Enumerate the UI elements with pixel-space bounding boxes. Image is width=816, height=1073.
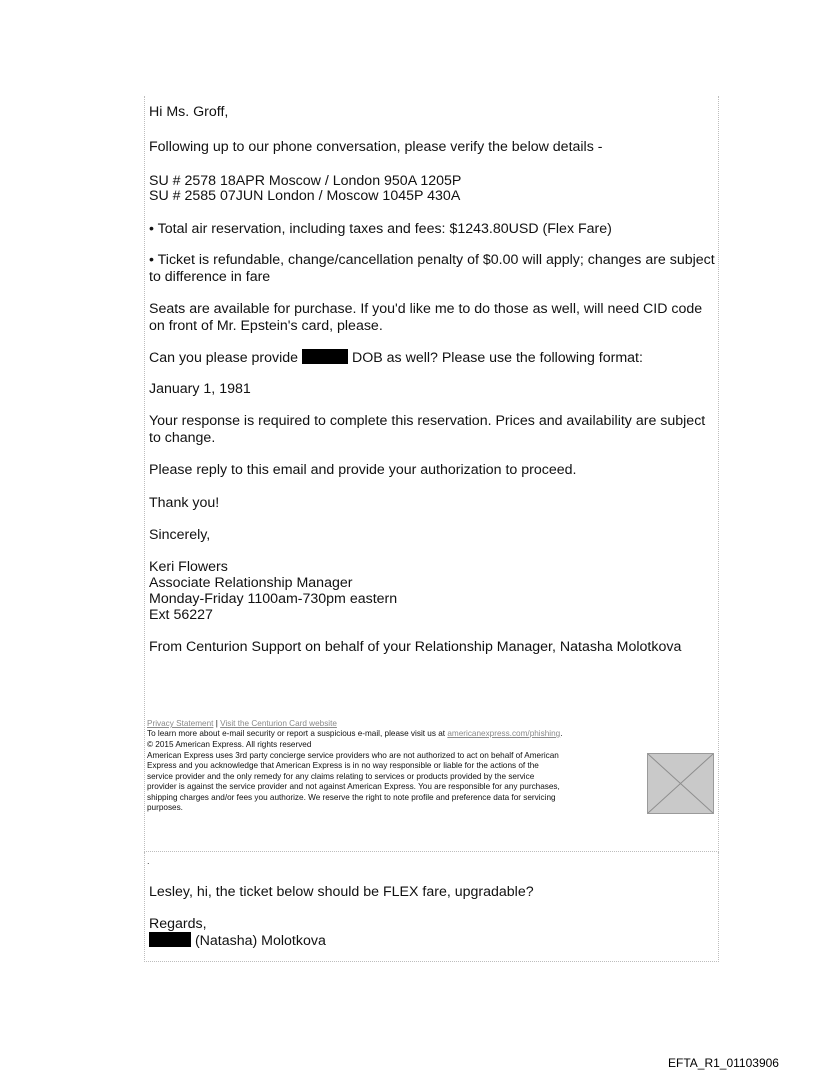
seats-paragraph: Seats are available for purchase. If you'd like me to do those as well, will need CID code on front of Mr. Epstein's card, please. [149,301,703,334]
signature-hours: Monday-Friday 1100am-730pm eastern [149,591,398,607]
thanks-line: Thank you! [149,495,220,511]
disclaimer-line-4: provider is against the service provider and not against American Express. You are responsible for any purchases, [147,782,560,791]
dob-request [149,349,643,367]
sender-name [149,932,326,950]
sender-name-suffix: (Natasha) Molotkova [191,933,326,949]
broken-image-icon [648,754,713,813]
privacy-statement-link[interactable]: Privacy Statement [147,719,214,728]
intro-line: Following up to our phone conversation, please verify the below details - [149,139,603,155]
separator-dot: . [147,856,150,866]
signature-ext: Ext 56227 [149,607,213,623]
dob-after: DOB as well? Please use the following format: [348,350,643,366]
response-paragraph: Your response is required to complete this reservation. Prices and availability are subject to change. [149,413,706,446]
security-period: . [560,729,563,738]
reply-line: Please reply to this email and provide your authorization to proceed. [149,462,577,478]
image-placeholder-icon [647,753,714,814]
copyright-line: © 2015 American Express. All rights reserved [147,740,312,749]
signature-title: Associate Relationship Manager [149,575,353,591]
security-text: To learn more about e-mail security or report a suspicious e-mail, please visit us at [147,729,448,738]
redaction-block [302,349,348,364]
refund-bullet: • Ticket is refundable, change/cancellation penalty of $0.00 will apply; changes are subject to difference in fare [149,252,715,285]
link-separator: | [213,719,221,728]
regards-line: Regards, [149,916,207,932]
legal-links [147,719,337,729]
phishing-link[interactable]: americanexpress.com/phishing [447,729,561,738]
flight-line-2: SU # 2585 07JUN London / Moscow 1045P 430A [149,188,461,204]
from-line: From Centurion Support on behalf of your Relationship Manager, Natasha Molotkova [149,639,682,655]
date-format: January 1, 1981 [149,381,251,397]
document-id: EFTA_R1_01103906 [668,1056,779,1070]
fare-bullet: • Total air reservation, including taxes and fees: $1243.80USD (Flex Fare) [149,221,612,237]
disclaimer-line-5: shipping charges and/or fees you authorize. We reserve the right to note profile and preference data for servicing [147,793,556,802]
disclaimer-line-2: Express and you acknowledge that American Express is in no way responsible or liable for the actions of the [147,761,539,770]
reply-message: Lesley, hi, the ticket below should be FLEX fare, upgradable? [149,884,534,900]
disclaimer-line-6: purposes. [147,803,183,812]
disclaimer-line-3: service provider and the only remedy for any claims relating to services or products provided by the service [147,772,535,781]
centurion-website-link[interactable]: Visit the Centurion Card website [220,719,337,728]
dob-before: Can you please provide [149,350,303,366]
greeting: Hi Ms. Groff, [149,104,229,120]
disclaimer-line-1: American Express uses 3rd party concierge service providers who are not authorized to act on behalf of American [147,751,559,760]
redaction-block [149,932,191,947]
sincerely-line: Sincerely, [149,527,211,543]
security-line [147,729,562,739]
flight-line-1: SU # 2578 18APR Moscow / London 950A 1205P [149,173,462,189]
signature-name: Keri Flowers [149,559,228,575]
